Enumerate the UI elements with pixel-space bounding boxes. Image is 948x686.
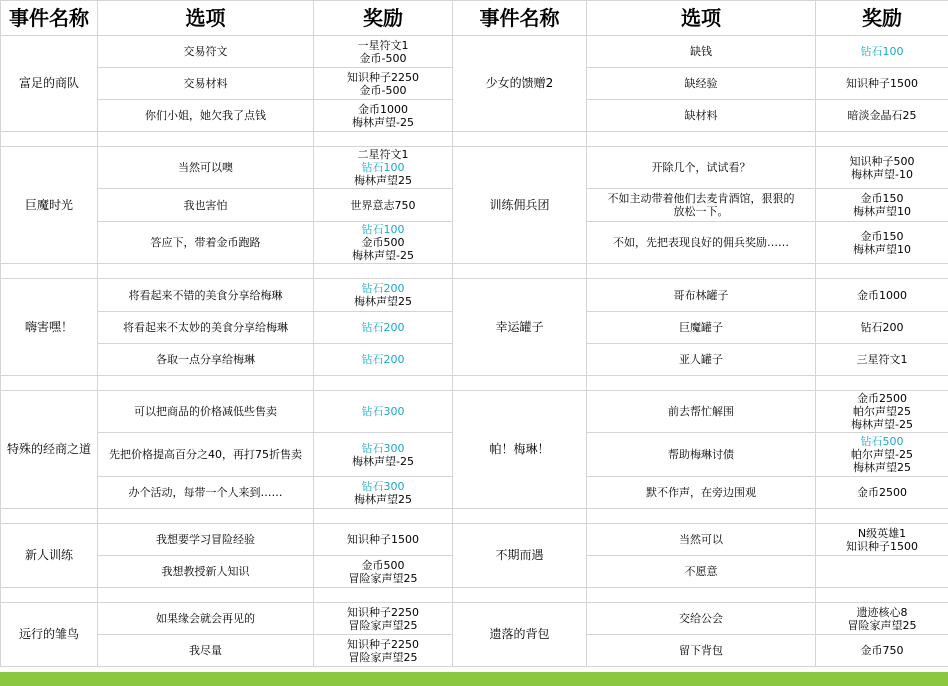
option-cell[interactable]: 巨魔罐子 [587, 312, 816, 344]
reward-line: 冒险家声望25 [847, 618, 917, 632]
reward-line: 钻石100 [361, 223, 405, 236]
option-cell[interactable]: 交给公会 [587, 603, 816, 635]
reward-line: 金币150 [860, 229, 904, 243]
option-cell[interactable]: 缺材料 [587, 100, 816, 132]
option-cell[interactable]: 前去帮忙解围 [587, 391, 816, 433]
option-cell[interactable]: 不愿意 [587, 556, 816, 588]
reward-line: 知识种子1500 [846, 539, 918, 553]
reward-line: 钻石200 [361, 353, 405, 366]
reward-line: 金币-500 [359, 83, 407, 97]
reward-line: 冒险家声望25 [348, 650, 418, 664]
reward-line: 梅林声望25 [354, 295, 412, 308]
reward-line: 金币2500 [857, 392, 907, 405]
event-name-cell[interactable]: 巨魔时光 [1, 147, 98, 264]
option-cell[interactable]: 如果缘会就会再见的 [98, 603, 314, 635]
reward-line: 梅林声望-10 [851, 167, 913, 181]
reward-cell[interactable] [314, 68, 453, 100]
reward-line: 三星符文1 [856, 353, 908, 366]
option-cell[interactable]: 开除几个，试试看？ [587, 147, 816, 189]
reward-cell[interactable] [816, 391, 948, 433]
reward-line: 钻石300 [361, 441, 405, 455]
reward-line: 金币500 [361, 558, 405, 572]
option-cell[interactable]: 哥布林罐子 [587, 279, 816, 312]
option-cell[interactable]: 将看起来不错的美食分享给梅琳 [98, 279, 314, 312]
spacer-row [1, 588, 948, 603]
option-cell[interactable]: 我尽量 [98, 635, 314, 667]
reward-cell[interactable] [314, 189, 453, 222]
option-cell[interactable]: 答应下，带着金币跑路 [98, 222, 314, 264]
reward-cell[interactable] [816, 100, 948, 132]
reward-cell[interactable] [314, 635, 453, 667]
reward-line: 金币750 [860, 644, 904, 657]
reward-line: 钻石200 [860, 321, 904, 334]
reward-line: 钻石500 [860, 435, 904, 448]
option-cell[interactable]: 交易材料 [98, 68, 314, 100]
reward-cell[interactable] [816, 344, 948, 376]
spacer-row [1, 264, 948, 279]
reward-line: 梅林声望25 [354, 174, 412, 187]
reward-line: 暗淡金晶石25 [847, 109, 917, 122]
reward-cell[interactable] [314, 524, 453, 556]
reward-cell[interactable] [314, 147, 453, 189]
option-cell[interactable]: 你们小姐，她欠我了点钱 [98, 100, 314, 132]
reward-cell[interactable] [314, 222, 453, 264]
option-cell[interactable]: 先把价格提高百分之40，再打75折售卖 [98, 433, 314, 477]
reward-cell[interactable] [314, 477, 453, 509]
option-cell[interactable]: 我想教授新人知识 [98, 556, 314, 588]
reward-cell[interactable] [314, 433, 453, 477]
reward-line: 遗迹核心8 [856, 605, 908, 619]
reward-cell[interactable] [816, 68, 948, 100]
option-cell[interactable]: 亚人罐子 [587, 344, 816, 376]
table-row [1, 147, 948, 189]
reward-line: 梅林声望10 [853, 205, 911, 218]
reward-cell[interactable] [816, 477, 948, 509]
sheet-bottom-bar [0, 672, 948, 686]
reward-cell[interactable] [816, 312, 948, 344]
event-name-cell[interactable]: 富足的商队 [1, 36, 98, 132]
event-name-cell[interactable]: 幸运罐子 [453, 279, 587, 376]
event-name-cell[interactable]: 不期而遇 [453, 524, 587, 588]
event-name-cell[interactable]: 新人训练 [1, 524, 98, 588]
reward-cell[interactable] [816, 556, 948, 588]
reward-cell[interactable] [314, 603, 453, 635]
event-name-cell[interactable]: 遗落的背包 [453, 603, 587, 667]
reward-line: 知识种子1500 [846, 77, 918, 90]
event-name-cell[interactable]: 训练佣兵团 [453, 147, 587, 264]
reward-cell[interactable] [816, 189, 948, 222]
reward-line: 知识种子2250 [347, 637, 419, 651]
header-option-left[interactable]: 选项 [98, 1, 314, 36]
option-cell[interactable]: 我想要学习冒险经验 [98, 524, 314, 556]
reward-line: 知识种子1500 [347, 533, 419, 546]
reward-line: 冒险家声望25 [348, 618, 418, 632]
reward-cell[interactable] [816, 635, 948, 667]
header-event-name-right[interactable]: 事件名称 [453, 1, 587, 36]
header-row [1, 1, 948, 36]
reward-line: 金币-500 [359, 51, 407, 65]
reward-line: N级英雄1 [857, 526, 907, 540]
reward-cell[interactable] [314, 312, 453, 344]
reward-line: 梅林声望25 [853, 461, 911, 474]
option-cell[interactable]: 缺经验 [587, 68, 816, 100]
option-cell[interactable]: 将看起来不太妙的美食分享给梅琳 [98, 312, 314, 344]
reward-cell[interactable] [314, 344, 453, 376]
reward-cell[interactable] [314, 100, 453, 132]
option-cell[interactable]: 办个活动，每带一个人来到…… [98, 477, 314, 509]
option-cell[interactable]: 当然可以 [587, 524, 816, 556]
reward-line: 二星符文1 [357, 148, 409, 161]
reward-line: 梅林声望25 [354, 492, 412, 506]
option-cell[interactable]: 留下背包 [587, 635, 816, 667]
header-reward-left[interactable]: 奖励 [314, 1, 453, 36]
header-event-name-left[interactable]: 事件名称 [1, 1, 98, 36]
reward-cell[interactable] [816, 603, 948, 635]
reward-line: 梅林声望-25 [352, 249, 414, 262]
reward-line: 世界意志750 [350, 198, 416, 212]
reward-line: 帕尔声望25 [853, 405, 911, 418]
table-row [1, 36, 948, 68]
option-cell[interactable]: 帮助梅琳讨债 [587, 433, 816, 477]
reward-line: 金币150 [860, 192, 904, 205]
event-name-cell[interactable]: 特殊的经商之道 [1, 391, 98, 509]
option-cell[interactable]: 当然可以噢 [98, 147, 314, 189]
reward-line: 钻石100 [361, 161, 405, 174]
reward-cell[interactable] [816, 433, 948, 477]
header-reward-right[interactable]: 奖励 [816, 1, 948, 36]
reward-cell[interactable] [816, 279, 948, 312]
header-option-right[interactable]: 选项 [587, 1, 816, 36]
reward-line: 帕尔声望-25 [851, 448, 913, 461]
option-cell[interactable]: 默不作声，在旁边围观 [587, 477, 816, 509]
reward-line: 知识种子2250 [347, 605, 419, 619]
reward-line: 冒险家声望25 [348, 571, 418, 585]
reward-line: 金币2500 [857, 486, 907, 499]
reward-line: 梅林声望-25 [352, 454, 414, 468]
reward-cell[interactable] [816, 222, 948, 264]
reward-cell[interactable] [816, 36, 948, 68]
reward-line: 知识种子500 [849, 154, 915, 168]
reward-line: 钻石200 [361, 282, 405, 295]
table-row [1, 279, 948, 312]
spacer-row [1, 132, 948, 147]
reward-line: 知识种子2250 [347, 70, 419, 84]
reward-line: 梅林声望-25 [352, 115, 414, 129]
reward-cell[interactable] [816, 147, 948, 189]
reward-cell[interactable] [314, 556, 453, 588]
reward-line: 金币1000 [857, 288, 907, 302]
table-row [1, 391, 948, 433]
reward-cell[interactable] [314, 279, 453, 312]
option-cell[interactable]: 不如主动带着他们去麦肯酒馆，狠狠的放松一下。 [587, 189, 816, 222]
option-cell[interactable]: 可以把商品的价格减低些售卖 [98, 391, 314, 433]
reward-cell[interactable] [314, 36, 453, 68]
event-name-cell[interactable]: 帕！梅琳！ [453, 391, 587, 509]
option-cell[interactable]: 我也害怕 [98, 189, 314, 222]
reward-line: 金币1000 [358, 102, 408, 116]
reward-line: 梅林声望10 [853, 242, 911, 256]
reward-line: 钻石300 [361, 479, 405, 493]
option-cell[interactable]: 各取一点分享给梅琳 [98, 344, 314, 376]
reward-line: 金币500 [361, 236, 405, 249]
table-row [1, 603, 948, 635]
event-name-cell[interactable]: 嗨害嘿！ [1, 279, 98, 376]
reward-line: 钻石200 [361, 321, 405, 334]
spacer-row [1, 509, 948, 524]
reward-cell[interactable] [314, 391, 453, 433]
reward-cell[interactable] [816, 524, 948, 556]
reward-line: 钻石100 [860, 45, 904, 58]
event-name-cell[interactable]: 远行的雏鸟 [1, 603, 98, 667]
reward-line: 一星符文1 [357, 38, 409, 52]
event-name-cell[interactable]: 少女的馈赠2 [453, 36, 587, 132]
reward-line: 梅林声望-25 [851, 418, 913, 431]
option-cell[interactable]: 交易符文 [98, 36, 314, 68]
spacer-row [1, 376, 948, 391]
table-row [1, 524, 948, 556]
option-cell[interactable]: 不如，先把表现良好的佣兵奖励…… [587, 222, 816, 264]
reward-line: 钻石300 [361, 405, 405, 418]
option-cell[interactable]: 缺钱 [587, 36, 816, 68]
